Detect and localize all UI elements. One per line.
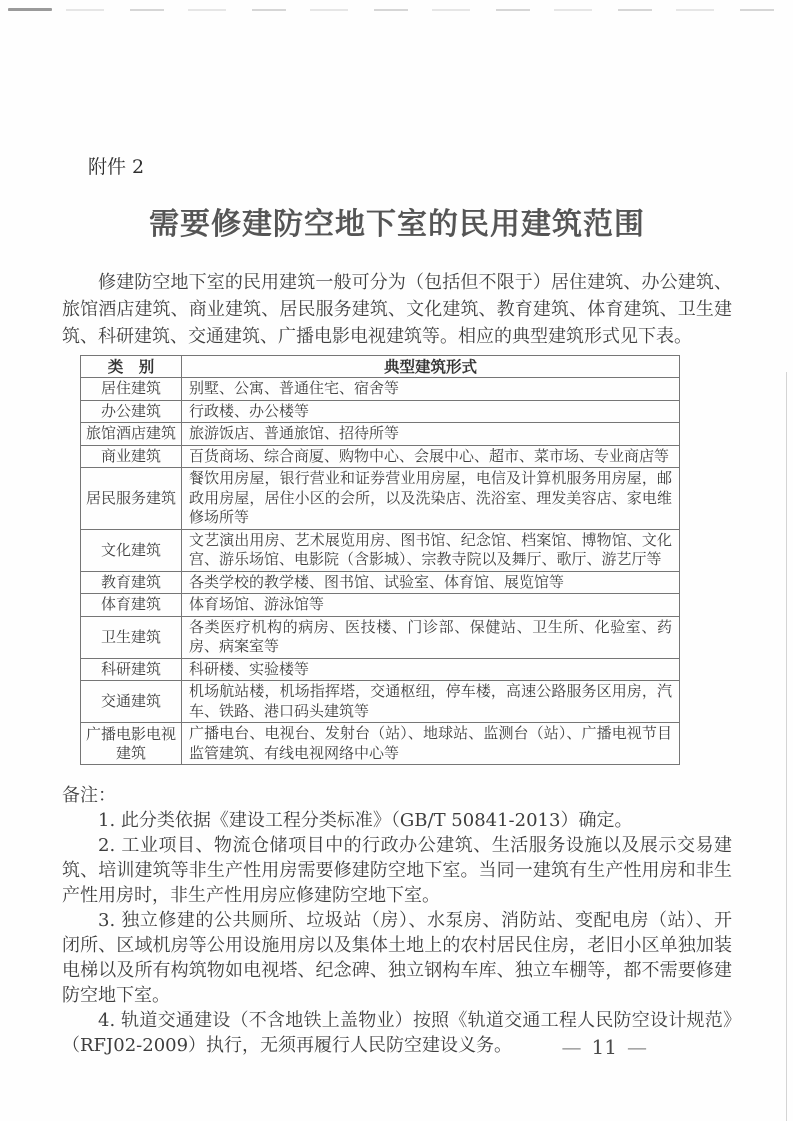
forms-cell: 文艺演出用房、艺术展览用房、图书馆、纪念馆、档案馆、博物馆、文化宫、游乐场馆、电影院（含影城）、宗教寺院以及舞厅、歌厅、游艺厅等 [182,529,680,571]
scan-artifact-right-line [786,372,787,1121]
table-row [81,529,680,571]
category-cell: 居民服务建筑 [81,468,182,530]
page-number-value: 11 [591,1035,617,1059]
table-row [81,594,680,617]
table-row [81,400,680,423]
forms-cell: 各类学校的教学楼、图书馆、试验室、体育馆、展览馆等 [182,571,680,594]
forms-cell: 百货商场、综合商厦、购物中心、会展中心、超市、菜市场、专业商店等 [182,445,680,468]
note-item-4: 4. 轨道交通建设（不含地铁上盖物业）按照《轨道交通工程人民防空设计规范》（RFJ02-2009）执行，无须再履行人民防空建设义务。 [62,1010,732,1056]
forms-cell: 科研楼、实验楼等 [182,658,680,681]
notes-section [62,783,732,1058]
note-item-3: 3. 独立修建的公共厕所、垃圾站（房）、水泵房、消防站、变配电房（站）、开闭所、区域机房等公用设施用房以及集体土地上的农村居民住房，老旧小区单独加装电梯以及所有构筑物如电视塔、纪念碑、独立钢构车库、独立车棚等，都不需要修建防空地下室。 [62,910,732,1006]
forms-cell: 广播电台、电视台、发射台（站）、地球站、监测台（站）、广播电视节目监管建筑、有线电视网络中心等 [182,723,680,765]
table-header-row [81,356,680,378]
building-types-table [80,355,680,765]
column-header-forms: 典型建筑形式 [182,356,680,378]
table-row [81,681,680,723]
category-cell: 交通建筑 [81,681,182,723]
page-number [562,1035,647,1059]
table-row [81,571,680,594]
scan-artifact-top-dash [8,8,52,11]
table-row [81,616,680,658]
column-header-category: 类 别 [81,356,182,378]
attachment-label: 附件 2 [88,156,145,178]
table-row [81,445,680,468]
category-cell: 体育建筑 [81,594,182,617]
page-number-dash-right: — [627,1035,647,1059]
category-cell: 广播电影电视建筑 [81,723,182,765]
category-cell: 旅馆酒店建筑 [81,423,182,446]
intro-paragraph: 修建防空地下室的民用建筑一般可分为（包括但不限于）居住建筑、办公建筑、旅馆酒店建筑、商业建筑、居民服务建筑、文化建筑、教育建筑、体育建筑、卫生建筑、科研建筑、交通建筑、广播电影电视建筑等。相应的典型建筑形式见下表。 [62,272,732,347]
category-cell: 居住建筑 [81,378,182,401]
note-item-2: 2. 工业项目、物流仓储项目中的行政办公建筑、生活服务设施以及展示交易建筑、培训建筑等非生产性用房需要修建防空地下室。当同一建筑有生产性用房和非生产性用房时，非生产性用房应修建防空地下室。 [62,835,732,906]
page-content [62,0,732,1058]
table-row [81,658,680,681]
category-cell: 文化建筑 [81,529,182,571]
page-number-dash-left: — [561,1035,582,1059]
forms-cell: 行政楼、办公楼等 [182,400,680,423]
forms-cell: 旅游饭店、普通旅馆、招待所等 [182,423,680,446]
forms-cell: 体育场馆、游泳馆等 [182,594,680,617]
forms-cell: 各类医疗机构的病房、医技楼、门诊部、保健站、卫生所、化验室、药房、病案室等 [182,616,680,658]
table-row [81,723,680,765]
category-cell: 教育建筑 [81,571,182,594]
category-cell: 办公建筑 [81,400,182,423]
forms-cell: 机场航站楼，机场指挥塔，交通枢纽，停车楼，高速公路服务区用房，汽车、铁路、港口码头建筑等 [182,681,680,723]
forms-cell: 餐饮用房屋，银行营业和证券营业用房屋，电信及计算机服务用房屋，邮政用房屋，居住小区的会所，以及洗染店、洗浴室、理发美容店、家电维修场所等 [182,468,680,530]
page-title: 需要修建防空地下室的民用建筑范围 [149,207,645,242]
note-item-1: 1. 此分类依据《建设工程分类标准》（GB/T 50841-2013）确定。 [98,810,633,831]
forms-cell: 别墅、公寓、普通住宅、宿舍等 [182,378,680,401]
category-cell: 卫生建筑 [81,616,182,658]
notes-label: 备注： [62,785,116,806]
category-cell: 科研建筑 [81,658,182,681]
table-row [81,423,680,446]
table-row [81,378,680,401]
category-cell: 商业建筑 [81,445,182,468]
table-row [81,468,680,530]
